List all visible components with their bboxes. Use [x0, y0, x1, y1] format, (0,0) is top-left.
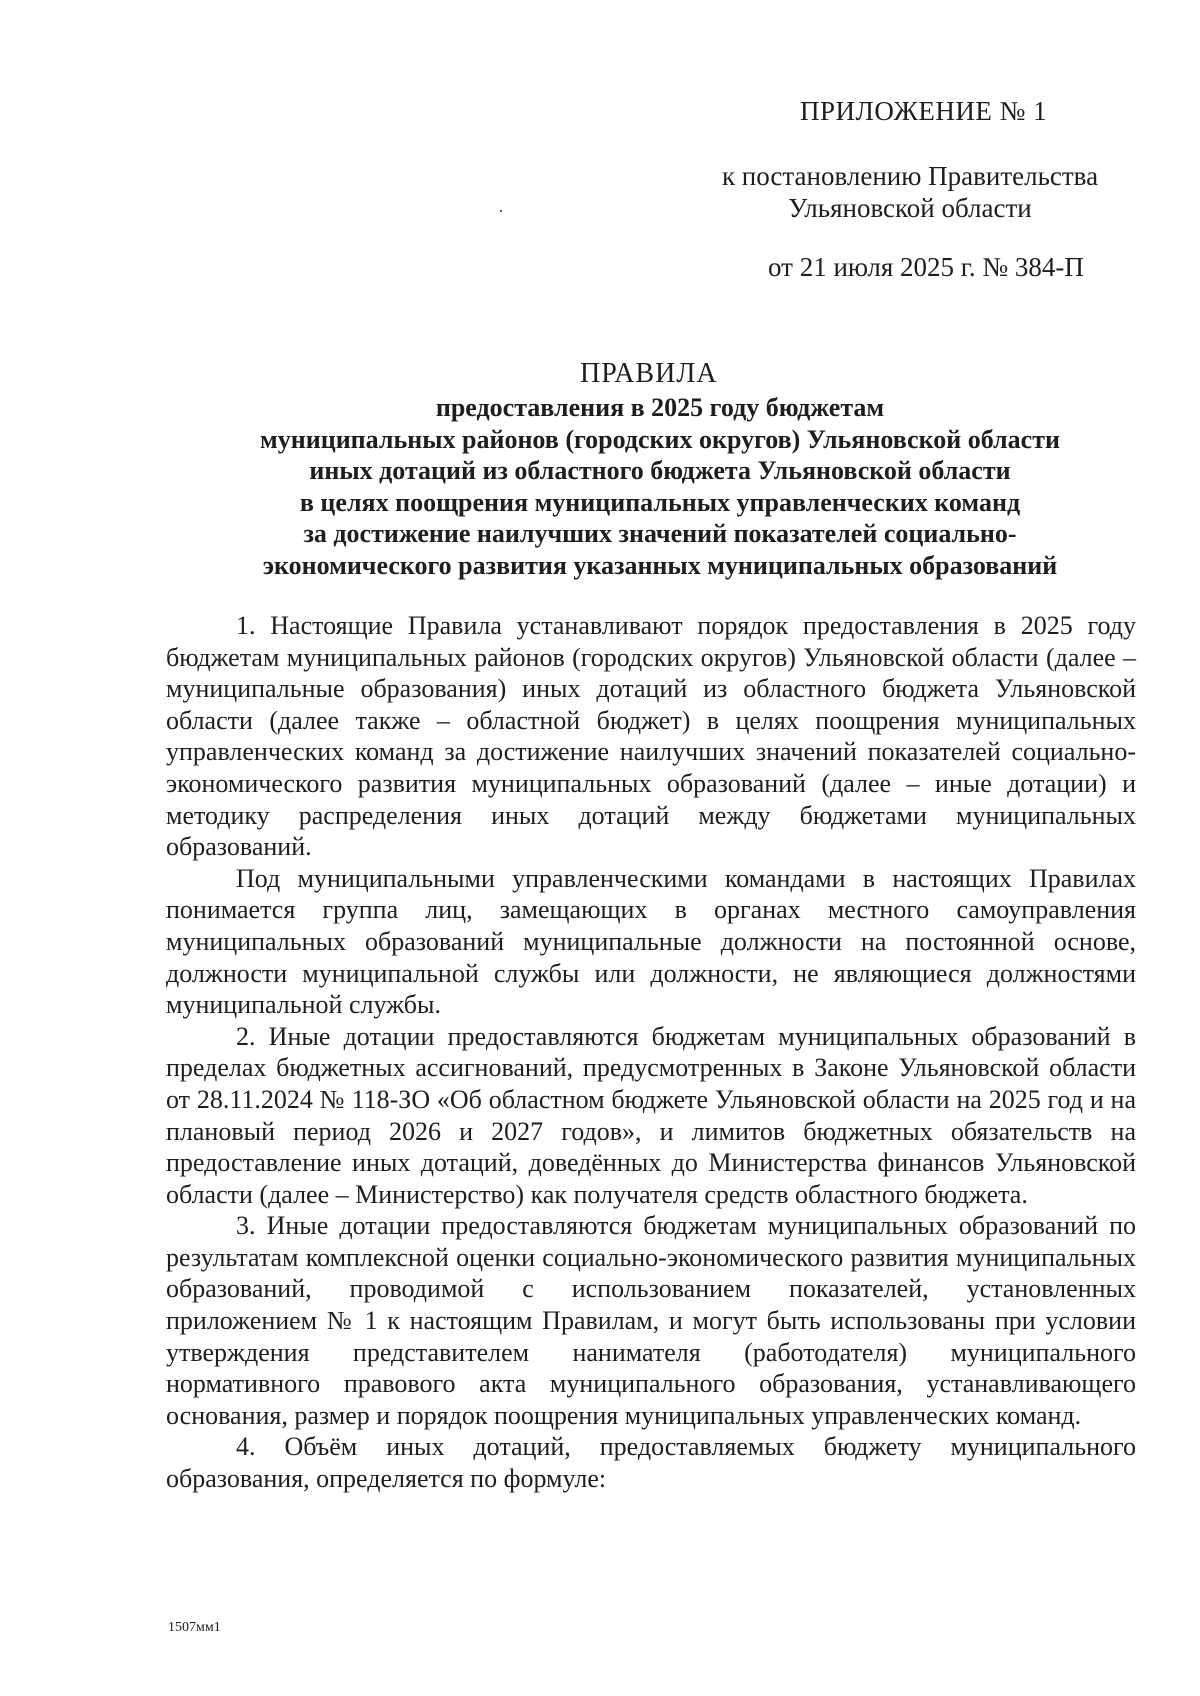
appendix-title: ПРИЛОЖЕНИЕ № 1 [800, 96, 1048, 126]
scan-speck [500, 210, 502, 212]
subtitle-line: экономического развития указанных муниципальных образований [262, 550, 1058, 580]
footer-code: 1507мм1 [168, 1620, 221, 1635]
paragraph-2: 2. Иные дотации предоставляются бюджетам муниципальных образований в пределах бюджетных ассигнований, предусмотренных в Законе Ульяновской области от 28.11.2024 № 118-ЗО «Об областном бюджете Ульяновской области на 2025 год и на плановый период 2026 и 2027 годов», и лимитов бюджетных обязательств на предоставление иных дотаций, доведённых до Министерства финансов Ульяновской области (далее – Министерство) как получателя средств областного бюджета. [166, 1021, 1136, 1209]
appendix-reference-line: к постановлению Правительства [721, 161, 1099, 191]
appendix-date: от 21 июля 2025 г. № 384-П [768, 252, 1084, 282]
subtitle-line: предоставления в 2025 году бюджетам [435, 393, 885, 422]
appendix-reference [700, 160, 1120, 224]
appendix-reference-line: Ульяновской области [788, 193, 1032, 223]
document-body [166, 610, 1136, 1495]
paragraph-4: 4. Объём иных дотаций, предоставляемых бюджету муниципального образования, определяется по формуле: [166, 1432, 1136, 1494]
paragraph-1-continued: Под муниципальными управленческими командами в настоящих Правилах понимается группа лиц, замещающих в органах местного самоуправления муниципальных образований муниципальные должности на постоянной основе, должности муниципальной службы или должности, не являющиеся должностями муниципальной службы. [166, 863, 1136, 1020]
paragraph-1: 1. Настоящие Правила устанавливают порядок предоставления в 2025 году бюджетам муниципальных районов (городских округов) Ульяновской области (далее – муниципальные образования) иных дотаций из областного бюджета Ульяновской области (далее также – областной бюджет) в целях поощрения муниципальных управленческих команд за достижение наилучших значений показателей социально-экономического развития муниципальных образований (далее – иные дотации) и методику распределения иных дотаций между бюджетами муниципальных образований. [166, 611, 1136, 862]
subtitle-line: в целях поощрения муниципальных управленческих команд [299, 487, 1021, 517]
subtitle-line: муниципальных районов (городских округов) Ульяновской области [260, 424, 1060, 454]
subtitle-line: иных дотаций из областного бюджета Ульяновской области [309, 456, 1011, 485]
document-subtitle [160, 392, 1160, 581]
paragraph-3: 3. Иные дотации предоставляются бюджетам муниципальных образований по результатам комплексной оценки социально-экономического развития муниципальных образований, проводимой с использованием показателей, установленных приложением № 1 к настоящим Правилам, и могут быть использованы при условии утверждения представителем нанимателя (работодателя) муниципального нормативного правового акта муниципального образования, устанавливающего основания, размер и порядок поощрения муниципальных управленческих команд. [166, 1211, 1136, 1430]
document-title: ПРАВИЛА [580, 358, 718, 389]
subtitle-line: за достижение наилучших значений показателей социально- [303, 519, 1017, 548]
